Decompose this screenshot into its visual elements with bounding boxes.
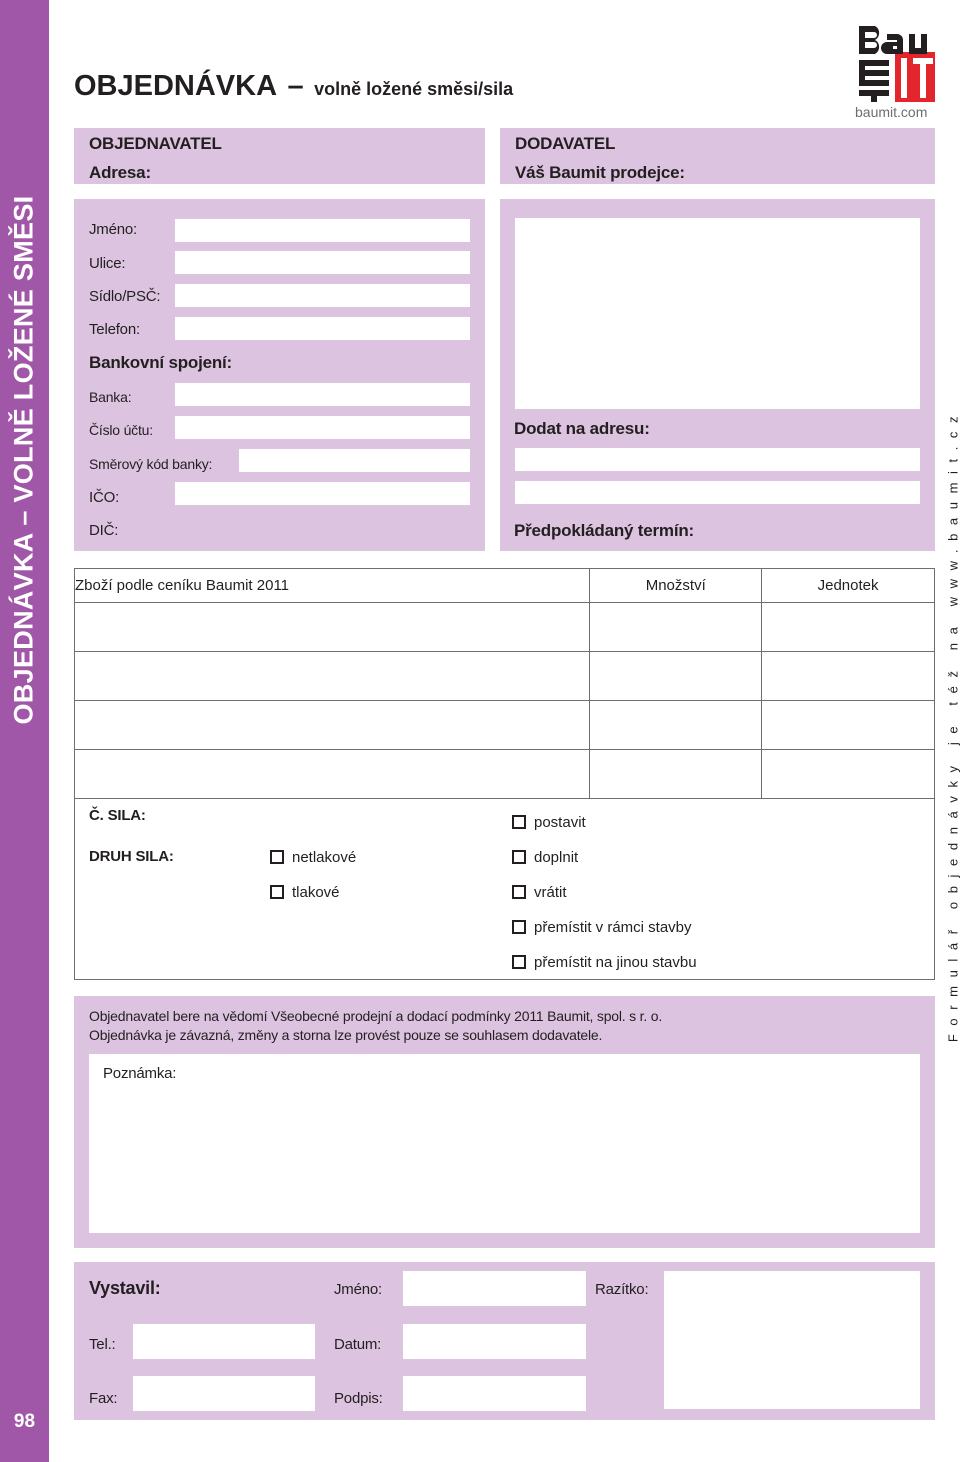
bank-label: Banka: xyxy=(89,389,132,405)
footer-name-field[interactable] xyxy=(403,1271,586,1306)
checkbox-icon[interactable] xyxy=(512,815,526,829)
phone-label: Telefon: xyxy=(89,321,140,338)
goods-header-row xyxy=(75,569,935,603)
orderer-heading: OBJEDNAVATEL xyxy=(89,134,222,153)
bank-code-field[interactable] xyxy=(239,449,470,472)
signature-field[interactable] xyxy=(403,1376,586,1411)
checkbox-icon[interactable] xyxy=(270,850,284,864)
phone-field[interactable] xyxy=(175,317,470,340)
table-row xyxy=(75,750,935,799)
silo-box xyxy=(74,797,935,980)
checkbox-icon[interactable] xyxy=(512,955,526,969)
baumit-logo xyxy=(857,24,935,102)
supplier-header xyxy=(500,128,935,184)
silo-action-option[interactable]: postavit xyxy=(512,814,586,831)
goods-cell[interactable] xyxy=(762,603,935,652)
footer-name-label: Jméno: xyxy=(334,1281,382,1298)
goods-cell[interactable] xyxy=(590,603,762,652)
goods-cell[interactable] xyxy=(762,750,935,799)
note-label: Poznámka: xyxy=(103,1065,177,1082)
page-title xyxy=(74,70,513,103)
table-row xyxy=(75,652,935,701)
tel-label: Tel.: xyxy=(89,1336,116,1353)
table-row xyxy=(75,701,935,750)
account-field[interactable] xyxy=(175,416,470,439)
title-subtitle: volně ložené směsi/sila xyxy=(314,79,514,99)
supplier-heading: DODAVATEL xyxy=(515,134,616,153)
silo-type-option[interactable]: tlakové xyxy=(270,884,340,901)
deliver-label: Dodat na adresu: xyxy=(514,419,650,438)
supplier-dealer-label: Váš Baumit prodejce: xyxy=(515,163,685,182)
silo-action-option[interactable]: přemístit v rámci stavby xyxy=(512,919,692,936)
ico-label: IČO: xyxy=(89,489,120,506)
orderer-address-label: Adresa: xyxy=(89,163,151,182)
title-dash: – xyxy=(287,70,304,102)
dealer-field[interactable] xyxy=(515,218,920,409)
goods-cell[interactable] xyxy=(75,652,590,701)
goods-col-quantity: Množství xyxy=(590,569,762,603)
note-field[interactable] xyxy=(89,1054,920,1233)
goods-col-item: Zboží podle ceníku Baumit 2011 xyxy=(75,569,590,603)
issued-label: Vystavil: xyxy=(89,1278,161,1298)
fax-label: Fax: xyxy=(89,1390,118,1407)
checkbox-icon[interactable] xyxy=(512,920,526,934)
orderer-header xyxy=(74,128,485,184)
signature-label: Podpis: xyxy=(334,1390,383,1407)
goods-cell[interactable] xyxy=(590,750,762,799)
goods-cell[interactable] xyxy=(762,652,935,701)
table-row xyxy=(75,603,935,652)
checkbox-icon[interactable] xyxy=(512,850,526,864)
street-label: Ulice: xyxy=(89,255,126,272)
bank-heading: Bankovní spojení: xyxy=(89,353,233,372)
silo-number-label: Č. SILA: xyxy=(89,807,146,824)
title-main: OBJEDNÁVKA xyxy=(74,70,278,102)
deliver-field-1[interactable] xyxy=(515,448,920,471)
terms-line-1: Objednavatel bere na vědomí Všeobecné prodejní a dodací podmínky 2011 Baumit, spol. s r. o. xyxy=(89,1008,663,1024)
street-field[interactable] xyxy=(175,251,470,274)
account-label: Číslo účtu: xyxy=(89,422,153,438)
checkbox-icon[interactable] xyxy=(270,885,284,899)
fax-field[interactable] xyxy=(133,1376,315,1411)
goods-cell[interactable] xyxy=(590,652,762,701)
supplier-panel xyxy=(500,199,935,551)
name-field[interactable] xyxy=(175,219,470,242)
terms-line-2: Objednávka je závazná, změny a storna lze provést pouze se souhlasem dodavatele. xyxy=(89,1027,603,1043)
silo-action-option[interactable]: přemístit na jinou stavbu xyxy=(512,954,697,971)
goods-cell[interactable] xyxy=(75,750,590,799)
orderer-panel xyxy=(74,199,485,551)
terms-panel xyxy=(74,996,935,1248)
goods-table xyxy=(74,568,935,799)
goods-cell[interactable] xyxy=(590,701,762,750)
side-band xyxy=(0,0,49,1462)
date-label: Předpokládaný termín: xyxy=(514,521,695,540)
baumit-url[interactable]: baumit.com xyxy=(855,104,928,120)
goods-cell[interactable] xyxy=(762,701,935,750)
footer-date-field[interactable] xyxy=(403,1324,586,1359)
goods-cell[interactable] xyxy=(75,603,590,652)
ico-field[interactable] xyxy=(175,482,470,505)
footer-panel xyxy=(74,1262,935,1420)
goods-col-units: Jednotek xyxy=(762,569,935,603)
goods-cell[interactable] xyxy=(75,701,590,750)
baumit-logo-icon xyxy=(857,24,935,102)
bank-code-label: Směrový kód banky: xyxy=(89,456,213,472)
silo-type-label: DRUH SILA: xyxy=(89,848,174,865)
silo-type-option[interactable]: netlakové xyxy=(270,849,356,866)
vertical-note: Formulář objednávky je též na www.baumit.cz xyxy=(945,407,960,1043)
city-field[interactable] xyxy=(175,284,470,307)
stamp-field[interactable] xyxy=(664,1271,920,1409)
footer-date-label: Datum: xyxy=(334,1336,382,1353)
side-title: OBJEDNÁVKA – VOLNĚ LOŽENÉ SMĚSI xyxy=(8,195,39,725)
page-number: 98 xyxy=(13,1411,36,1432)
name-label: Jméno: xyxy=(89,221,137,238)
deliver-field-2[interactable] xyxy=(515,481,920,504)
silo-action-option[interactable]: vrátit xyxy=(512,884,567,901)
stamp-label: Razítko: xyxy=(595,1281,649,1298)
dic-label: DIČ: xyxy=(89,522,119,539)
city-label: Sídlo/PSČ: xyxy=(89,288,161,305)
bank-field[interactable] xyxy=(175,383,470,406)
silo-action-option[interactable]: doplnit xyxy=(512,849,578,866)
checkbox-icon[interactable] xyxy=(512,885,526,899)
tel-field[interactable] xyxy=(133,1324,315,1359)
